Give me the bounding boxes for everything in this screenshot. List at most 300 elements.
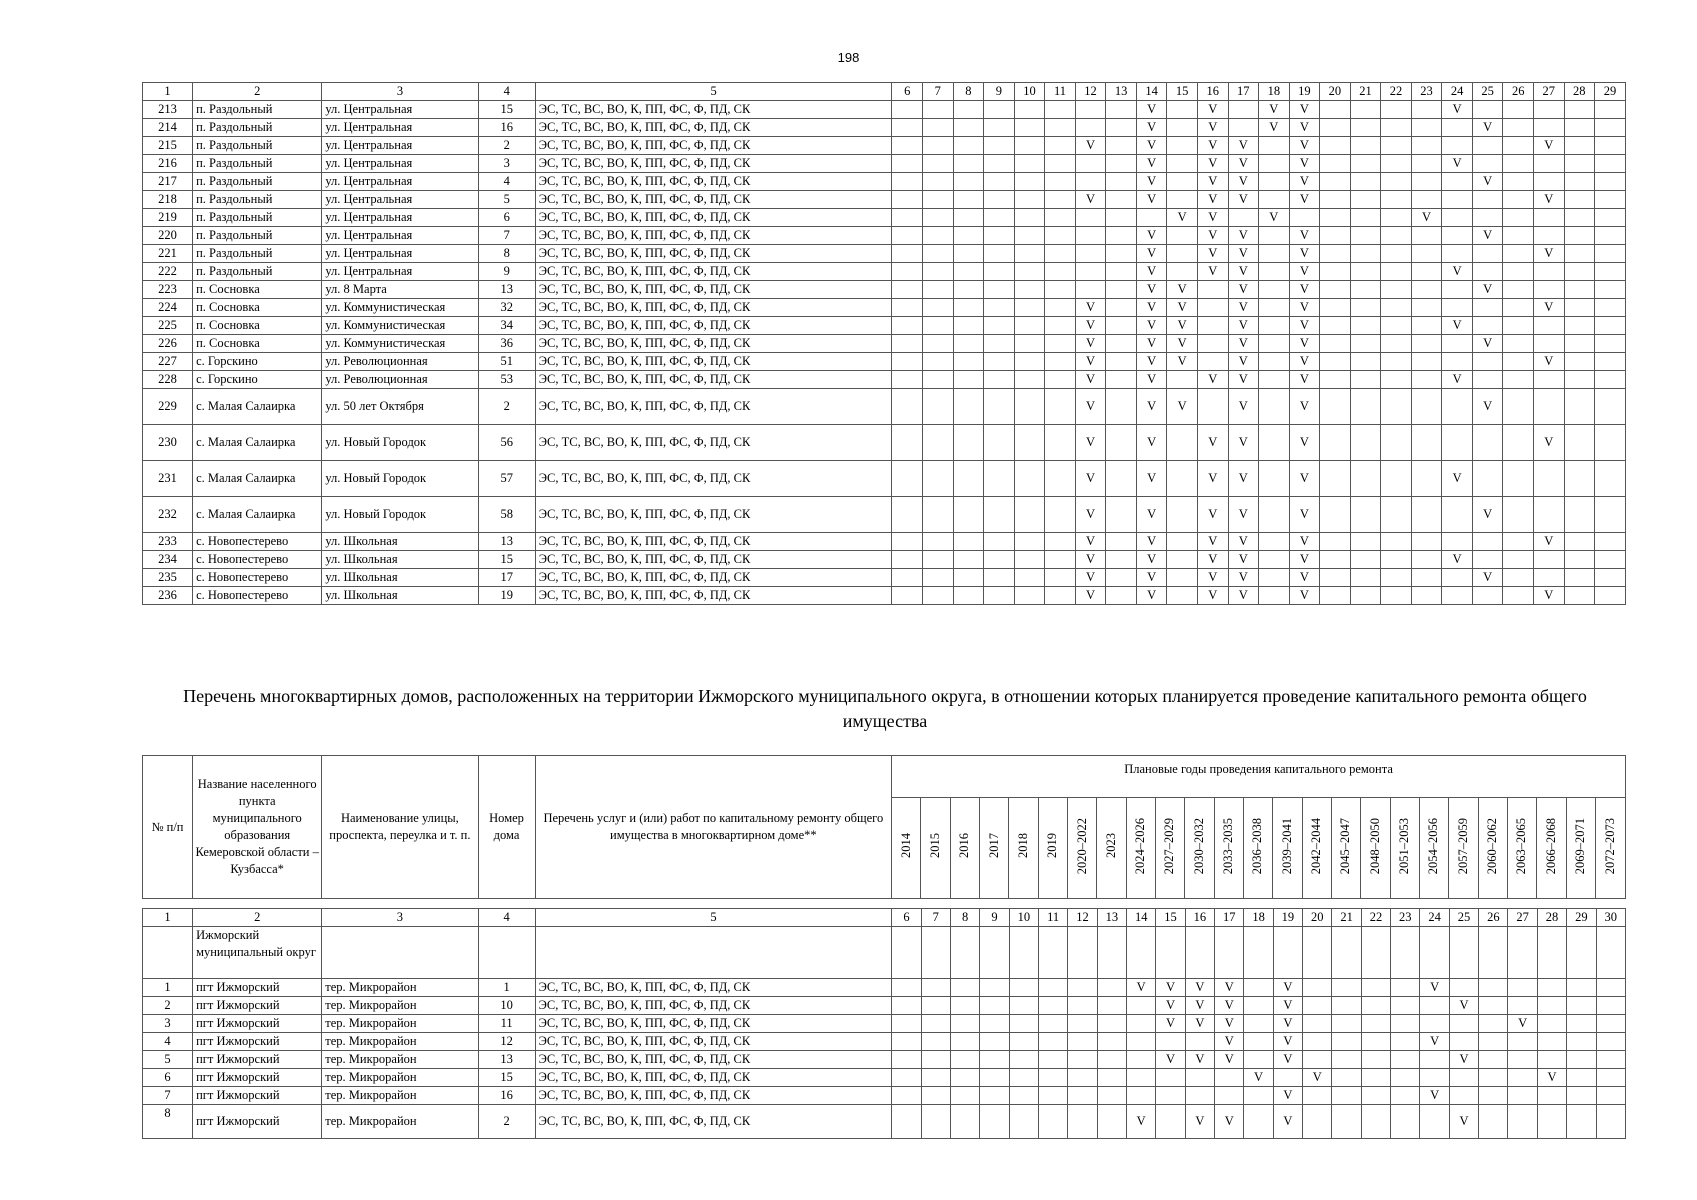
mark-cell: V	[1289, 227, 1320, 245]
empty-cell	[1156, 1069, 1185, 1087]
empty-cell	[923, 497, 954, 533]
empty-cell	[923, 119, 954, 137]
empty-cell	[1045, 119, 1076, 137]
empty-cell	[1361, 1033, 1390, 1051]
empty-cell	[1259, 335, 1290, 353]
empty-cell	[1320, 533, 1351, 551]
mark-cell: V	[1537, 1069, 1566, 1087]
place-cell: п. Сосновка	[193, 281, 322, 299]
header-year-label: 2042–2044	[1309, 817, 1324, 874]
empty-cell	[1097, 1033, 1126, 1051]
empty-cell	[1503, 299, 1534, 317]
empty-cell	[1259, 281, 1290, 299]
empty-cell	[1014, 317, 1045, 335]
house-cell: 5	[478, 191, 535, 209]
empty-cell	[1244, 927, 1273, 979]
mark-cell: V	[1289, 353, 1320, 371]
table-row	[143, 1105, 1626, 1139]
empty-cell	[984, 587, 1015, 605]
row-number-cell: 224	[143, 299, 193, 317]
mark-cell: V	[1289, 263, 1320, 281]
mark-cell: V	[1228, 353, 1259, 371]
mark-cell: V	[1075, 461, 1106, 497]
empty-cell	[1045, 551, 1076, 569]
table-row	[143, 299, 1626, 317]
empty-cell	[1479, 997, 1508, 1015]
empty-cell	[923, 587, 954, 605]
column-number-22: 22	[1361, 909, 1390, 927]
header-year-label: 2023	[1103, 833, 1118, 859]
place-cell: пгт Ижморский	[193, 1105, 322, 1139]
empty-cell	[1244, 1087, 1273, 1105]
empty-cell	[1472, 191, 1503, 209]
services-cell: ЭС, ТС, ВС, ВО, К, ПП, ФС, Ф, ПД, СК	[535, 173, 892, 191]
empty-cell	[1320, 371, 1351, 389]
mark-cell: V	[1075, 299, 1106, 317]
empty-cell	[1564, 569, 1595, 587]
mark-cell: V	[1185, 1015, 1214, 1033]
street-cell: ул. Центральная	[322, 227, 478, 245]
empty-cell	[1332, 927, 1361, 979]
column-number-3: 3	[322, 909, 478, 927]
empty-cell	[923, 425, 954, 461]
column-number-17: 17	[1215, 909, 1244, 927]
empty-cell	[953, 119, 984, 137]
table-row	[143, 227, 1626, 245]
mark-cell: V	[1136, 425, 1167, 461]
place-cell: с. Новопестерево	[193, 551, 322, 569]
column-number-15: 15	[1156, 909, 1185, 927]
empty-cell	[1508, 997, 1537, 1015]
empty-cell	[1503, 497, 1534, 533]
street-cell: ул. Центральная	[322, 137, 478, 155]
empty-cell	[892, 245, 923, 263]
empty-cell	[984, 569, 1015, 587]
empty-cell	[1014, 245, 1045, 263]
header-year-label: 2063–2065	[1514, 817, 1529, 874]
empty-cell	[953, 245, 984, 263]
services-cell: ЭС, ТС, ВС, ВО, К, ПП, ФС, Ф, ПД, СК	[535, 979, 892, 997]
empty-cell	[1537, 927, 1566, 979]
house-cell: 10	[478, 997, 535, 1015]
empty-cell	[1564, 245, 1595, 263]
empty-cell	[1564, 497, 1595, 533]
empty-cell	[1303, 1033, 1332, 1051]
mark-cell: V	[1136, 101, 1167, 119]
empty-cell	[892, 389, 923, 425]
empty-cell	[892, 137, 923, 155]
street-cell: ул. Центральная	[322, 101, 478, 119]
empty-cell	[892, 1069, 921, 1087]
header-year-label: 2072–2073	[1602, 817, 1617, 874]
empty-cell	[1303, 979, 1332, 997]
empty-cell	[1479, 1015, 1508, 1033]
header-year-label: 2019	[1045, 833, 1060, 859]
mark-cell: V	[1075, 587, 1106, 605]
empty-cell	[1472, 155, 1503, 173]
empty-cell	[1014, 227, 1045, 245]
empty-cell	[1381, 461, 1412, 497]
empty-cell	[1503, 173, 1534, 191]
empty-cell	[1106, 461, 1137, 497]
empty-cell	[1320, 587, 1351, 605]
street-cell: тер. Микрорайон	[322, 997, 478, 1015]
table-row	[143, 353, 1626, 371]
empty-cell	[1508, 1069, 1537, 1087]
services-cell: ЭС, ТС, ВС, ВО, К, ПП, ФС, Ф, ПД, СК	[535, 353, 892, 371]
table-row	[143, 281, 1626, 299]
empty-cell	[953, 299, 984, 317]
empty-cell	[892, 1051, 921, 1069]
empty-cell	[892, 927, 921, 979]
empty-cell	[1411, 227, 1442, 245]
mark-cell: V	[1228, 245, 1259, 263]
column-number-9: 9	[984, 83, 1015, 101]
empty-cell	[1411, 137, 1442, 155]
empty-cell	[1479, 1069, 1508, 1087]
empty-cell	[1420, 1051, 1449, 1069]
header-year-2057–2059	[1449, 798, 1478, 899]
empty-cell	[1564, 551, 1595, 569]
header-year-label: 2036–2038	[1250, 817, 1265, 874]
header-year-label: 2014	[898, 833, 913, 859]
services-cell: ЭС, ТС, ВС, ВО, К, ПП, ФС, Ф, ПД, СК	[535, 119, 892, 137]
empty-cell	[1320, 335, 1351, 353]
empty-cell	[1595, 353, 1626, 371]
empty-cell	[1533, 227, 1564, 245]
mark-cell: V	[1228, 497, 1259, 533]
header-table	[142, 755, 1626, 899]
mark-cell: V	[1136, 353, 1167, 371]
mark-cell: V	[1197, 371, 1228, 389]
empty-cell	[1595, 137, 1626, 155]
empty-cell	[1442, 425, 1473, 461]
empty-cell	[984, 317, 1015, 335]
empty-cell	[1068, 1051, 1097, 1069]
empty-cell	[1156, 927, 1185, 979]
empty-cell	[1503, 551, 1534, 569]
house-cell: 16	[478, 119, 535, 137]
mark-cell: V	[1197, 245, 1228, 263]
empty-cell	[1244, 1033, 1273, 1051]
empty-cell	[1361, 1069, 1390, 1087]
column-number-18: 18	[1244, 909, 1273, 927]
row-number-cell: 226	[143, 335, 193, 353]
house-cell: 2	[478, 389, 535, 425]
empty-cell	[1167, 155, 1198, 173]
empty-cell	[1411, 173, 1442, 191]
empty-cell	[1503, 281, 1534, 299]
empty-cell	[1014, 587, 1045, 605]
empty-cell	[921, 1069, 950, 1087]
empty-cell	[1038, 1105, 1067, 1139]
mark-cell: V	[1449, 1105, 1478, 1139]
empty-cell	[921, 927, 950, 979]
empty-cell	[1106, 209, 1137, 227]
empty-cell	[1303, 1105, 1332, 1139]
mark-cell: V	[1472, 389, 1503, 425]
house-cell: 58	[478, 497, 535, 533]
empty-cell	[1014, 389, 1045, 425]
mark-cell: V	[1156, 1015, 1185, 1033]
empty-cell	[1350, 299, 1381, 317]
column-number-3: 3	[322, 83, 478, 101]
empty-cell	[1442, 353, 1473, 371]
row-number-cell: 233	[143, 533, 193, 551]
empty-cell	[892, 551, 923, 569]
row-number-cell: 217	[143, 173, 193, 191]
mark-cell: V	[1197, 425, 1228, 461]
empty-cell	[1167, 533, 1198, 551]
mark-cell: V	[1228, 299, 1259, 317]
empty-cell	[1420, 927, 1449, 979]
empty-cell	[984, 371, 1015, 389]
header-year-label: 2016	[957, 833, 972, 859]
empty-cell	[1508, 927, 1537, 979]
empty-cell	[1411, 389, 1442, 425]
empty-cell	[1068, 1033, 1097, 1051]
empty-cell	[1045, 245, 1076, 263]
empty-cell	[892, 173, 923, 191]
empty-cell	[1381, 497, 1412, 533]
header-year-label: 2051–2053	[1397, 817, 1412, 874]
services-cell: ЭС, ТС, ВС, ВО, К, ПП, ФС, Ф, ПД, СК	[535, 299, 892, 317]
empty-cell	[1537, 1105, 1566, 1139]
mark-cell: V	[1136, 335, 1167, 353]
mark-cell: V	[1244, 1069, 1273, 1087]
mark-cell: V	[1533, 353, 1564, 371]
column-number-24: 24	[1442, 83, 1473, 101]
place-cell: с. Горскино	[193, 371, 322, 389]
empty-cell	[143, 927, 193, 979]
empty-cell	[892, 497, 923, 533]
empty-cell	[1381, 533, 1412, 551]
empty-cell	[1167, 101, 1198, 119]
empty-cell	[1350, 173, 1381, 191]
place-cell: пгт Ижморский	[193, 1033, 322, 1051]
empty-cell	[1350, 155, 1381, 173]
mark-cell: V	[1442, 551, 1473, 569]
empty-cell	[1038, 1033, 1067, 1051]
empty-cell	[1350, 335, 1381, 353]
empty-cell	[1106, 299, 1137, 317]
empty-cell	[892, 281, 923, 299]
mark-cell: V	[1289, 173, 1320, 191]
mark-cell: V	[1075, 389, 1106, 425]
empty-cell	[1014, 371, 1045, 389]
row-number-cell: 230	[143, 425, 193, 461]
empty-cell	[1564, 227, 1595, 245]
mark-cell: V	[1136, 497, 1167, 533]
empty-cell	[1167, 497, 1198, 533]
row-number-cell: 235	[143, 569, 193, 587]
house-cell: 6	[478, 209, 535, 227]
empty-cell	[1564, 299, 1595, 317]
mark-cell: V	[1136, 461, 1167, 497]
empty-cell	[1185, 927, 1214, 979]
empty-cell	[1038, 1069, 1067, 1087]
empty-cell	[1014, 335, 1045, 353]
empty-cell	[953, 101, 984, 119]
empty-cell	[1068, 979, 1097, 997]
empty-cell	[1537, 1051, 1566, 1069]
empty-cell	[1442, 497, 1473, 533]
empty-cell	[953, 281, 984, 299]
empty-cell	[1442, 173, 1473, 191]
table-row	[143, 317, 1626, 335]
empty-cell	[1449, 979, 1478, 997]
empty-cell	[1097, 1087, 1126, 1105]
empty-cell	[1595, 569, 1626, 587]
empty-cell	[1244, 1015, 1273, 1033]
empty-cell	[1009, 927, 1038, 979]
empty-cell	[1014, 551, 1045, 569]
empty-cell	[1567, 1087, 1596, 1105]
header-year-label: 2060–2062	[1485, 817, 1500, 874]
row-number-cell: 3	[143, 1015, 193, 1033]
row-number-cell: 8	[143, 1105, 193, 1139]
empty-cell	[1167, 263, 1198, 281]
empty-cell	[1449, 1033, 1478, 1051]
column-number-6: 6	[892, 83, 923, 101]
table-row	[143, 209, 1626, 227]
mark-cell: V	[1259, 101, 1290, 119]
table-row	[143, 191, 1626, 209]
street-cell: тер. Микрорайон	[322, 1051, 478, 1069]
empty-cell	[980, 997, 1009, 1015]
column-number-2: 2	[193, 909, 322, 927]
empty-cell	[1596, 979, 1625, 997]
empty-cell	[1167, 551, 1198, 569]
empty-cell	[1106, 425, 1137, 461]
empty-cell	[1045, 335, 1076, 353]
house-cell: 34	[478, 317, 535, 335]
empty-cell	[892, 101, 923, 119]
empty-cell	[1472, 353, 1503, 371]
empty-cell	[953, 461, 984, 497]
mark-cell: V	[1273, 1105, 1302, 1139]
street-cell: ул. Центральная	[322, 263, 478, 281]
empty-cell	[1106, 551, 1137, 569]
mark-cell: V	[1273, 1033, 1302, 1051]
mark-cell: V	[1167, 335, 1198, 353]
house-cell: 15	[478, 1069, 535, 1087]
empty-cell	[953, 425, 984, 461]
empty-cell	[1564, 209, 1595, 227]
empty-cell	[1533, 569, 1564, 587]
place-cell: с. Новопестерево	[193, 569, 322, 587]
services-cell: ЭС, ТС, ВС, ВО, К, ПП, ФС, Ф, ПД, СК	[535, 1051, 892, 1069]
empty-cell	[1320, 137, 1351, 155]
empty-cell	[1259, 533, 1290, 551]
empty-cell	[1075, 227, 1106, 245]
column-number-23: 23	[1411, 83, 1442, 101]
empty-cell	[1127, 1069, 1156, 1087]
empty-cell	[1503, 533, 1534, 551]
empty-cell	[1350, 191, 1381, 209]
empty-cell	[980, 1033, 1009, 1051]
header-year-label: 2057–2059	[1455, 817, 1470, 874]
row-number-cell: 216	[143, 155, 193, 173]
street-cell: ул. Коммунистическая	[322, 317, 478, 335]
empty-cell	[950, 1033, 979, 1051]
empty-cell	[1350, 497, 1381, 533]
column-number-row	[143, 83, 1626, 101]
mark-cell: V	[1442, 317, 1473, 335]
mark-cell: V	[1167, 281, 1198, 299]
empty-cell	[892, 371, 923, 389]
place-cell: п. Раздольный	[193, 227, 322, 245]
empty-cell	[1361, 979, 1390, 997]
empty-cell	[1479, 927, 1508, 979]
services-cell: ЭС, ТС, ВС, ВО, К, ПП, ФС, Ф, ПД, СК	[535, 497, 892, 533]
empty-cell	[1381, 137, 1412, 155]
column-number-20: 20	[1303, 909, 1332, 927]
row-number-cell: 220	[143, 227, 193, 245]
empty-cell	[892, 1105, 921, 1139]
column-number-30: 30	[1596, 909, 1625, 927]
mark-cell: V	[1472, 119, 1503, 137]
empty-cell	[1106, 569, 1137, 587]
services-cell: ЭС, ТС, ВС, ВО, К, ПП, ФС, Ф, ПД, СК	[535, 245, 892, 263]
empty-cell	[1533, 281, 1564, 299]
empty-cell	[1106, 497, 1137, 533]
services-cell: ЭС, ТС, ВС, ВО, К, ПП, ФС, Ф, ПД, СК	[535, 569, 892, 587]
empty-cell	[892, 461, 923, 497]
services-cell: ЭС, ТС, ВС, ВО, К, ПП, ФС, Ф, ПД, СК	[535, 389, 892, 425]
empty-cell	[1038, 1087, 1067, 1105]
empty-cell	[921, 1051, 950, 1069]
mark-cell: V	[1289, 425, 1320, 461]
empty-cell	[1009, 1033, 1038, 1051]
empty-cell	[1567, 927, 1596, 979]
mark-cell: V	[1185, 997, 1214, 1015]
empty-cell	[980, 1087, 1009, 1105]
column-number-26: 26	[1503, 83, 1534, 101]
place-cell: п. Сосновка	[193, 335, 322, 353]
empty-cell	[1411, 533, 1442, 551]
empty-cell	[950, 1051, 979, 1069]
empty-cell	[1320, 425, 1351, 461]
empty-cell	[923, 263, 954, 281]
services-cell: ЭС, ТС, ВС, ВО, К, ПП, ФС, Ф, ПД, СК	[535, 1069, 892, 1087]
empty-cell	[1533, 461, 1564, 497]
empty-cell	[1332, 1015, 1361, 1033]
mark-cell: V	[1273, 979, 1302, 997]
empty-cell	[1595, 263, 1626, 281]
services-cell: ЭС, ТС, ВС, ВО, К, ПП, ФС, Ф, ПД, СК	[535, 1033, 892, 1051]
street-cell: ул. Центральная	[322, 119, 478, 137]
empty-cell	[1332, 979, 1361, 997]
empty-cell	[1350, 263, 1381, 281]
empty-cell	[1228, 209, 1259, 227]
empty-cell	[1350, 101, 1381, 119]
street-cell: тер. Микрорайон	[322, 1069, 478, 1087]
empty-cell	[984, 389, 1015, 425]
empty-cell	[1381, 209, 1412, 227]
street-cell: ул. Коммунистическая	[322, 299, 478, 317]
place-cell: с. Малая Салаирка	[193, 461, 322, 497]
header-year-label: 2017	[986, 833, 1001, 859]
place-cell: с. Новопестерево	[193, 533, 322, 551]
empty-cell	[1442, 335, 1473, 353]
empty-cell	[1411, 245, 1442, 263]
empty-cell	[1332, 997, 1361, 1015]
empty-cell	[1273, 927, 1302, 979]
mark-cell: V	[1442, 461, 1473, 497]
empty-cell	[1381, 263, 1412, 281]
mark-cell: V	[1185, 1051, 1214, 1069]
